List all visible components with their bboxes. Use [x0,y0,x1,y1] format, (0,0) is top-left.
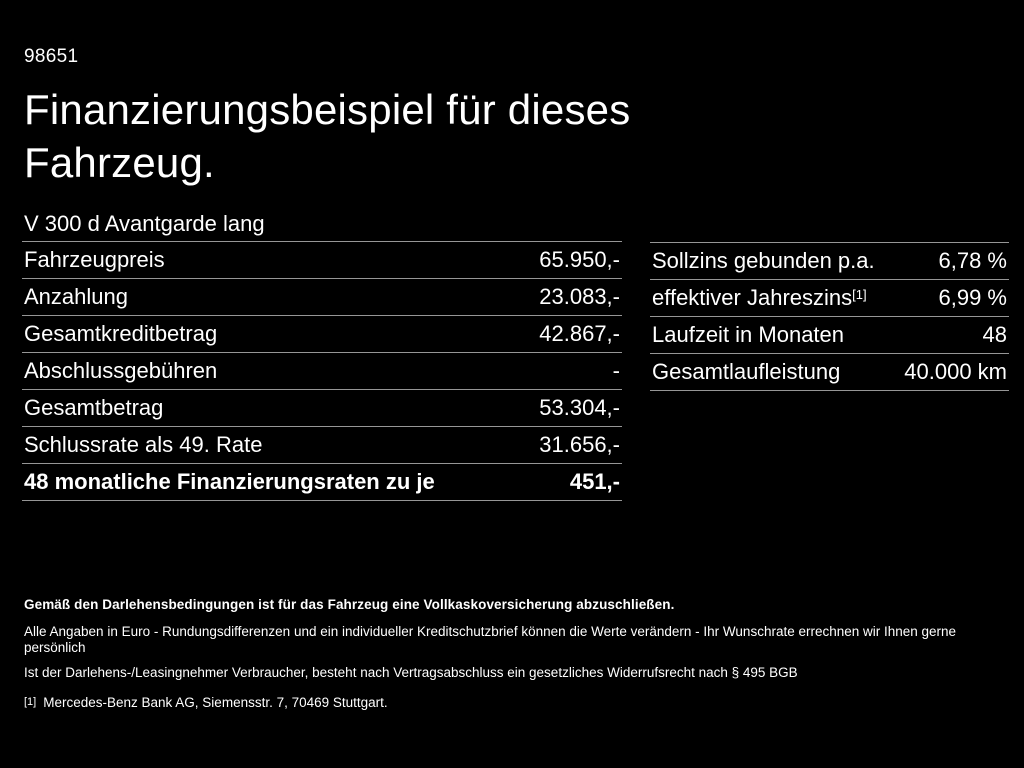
row-label: Gesamtkreditbetrag [24,321,218,346]
row-label: Laufzeit in Monaten [652,322,845,347]
row-value: 23.083,- [539,284,620,309]
table-row [22,353,622,390]
footnote-ref: [1] [852,287,867,302]
row-value: 451,- [569,469,620,494]
table-row [22,464,622,501]
vehicle-model-header: V 300 d Avantgarde lang [22,206,622,242]
table-row [650,280,1009,317]
document-number: 98651 [24,46,79,67]
row-value: 6,99 % [938,285,1007,310]
row-label: effektiver Jahreszins[1] [652,285,867,310]
loan-conditions-table [650,242,1009,391]
row-value: 53.304,- [539,395,620,420]
row-label: 48 monatliche Finanzierungsraten zu je [24,469,435,494]
table-row [22,316,622,353]
table-row [22,279,622,316]
withdrawal-note: Ist der Darlehens-/Leasingnehmer Verbraucher, besteht nach Vertragsabschluss ein gesetzliches Widerrufsrecht nach § 495 BGB [24,665,798,680]
row-label: Fahrzeugpreis [24,247,165,272]
conditions-rows [650,243,1009,391]
insurance-note: Gemäß den Darlehensbedingungen ist für das Fahrzeug eine Vollkaskoversicherung abzuschließen. [24,597,675,612]
table-row [650,317,1009,354]
row-value: 48 [982,322,1007,347]
page-title: Finanzierungsbeispiel für dieses Fahrzeug. [24,86,631,186]
table-row [650,243,1009,280]
table-row [22,390,622,427]
footnote-marker: [1] [24,696,37,708]
row-value: 6,78 % [938,248,1007,273]
footnotes [24,597,1002,711]
row-label: Gesamtlaufleistung [652,359,841,384]
bank-footnote-text: Mercedes-Benz Bank AG, Siemensstr. 7, 70469 Stuttgart. [43,695,388,710]
rounding-note: Alle Angaben in Euro - Rundungsdifferenzen und ein individueller Kreditschutzbrief können die Werte verändern - Ihr Wunschrate errechnen wir Ihnen gerne persönlich [24,624,957,655]
table-row [22,427,622,464]
row-value: 40.000 km [904,359,1007,384]
table-row [22,242,622,279]
finance-example-table [22,206,622,501]
row-label: Sollzins gebunden p.a. [652,248,875,273]
finance-rows [22,242,622,501]
row-label: Schlussrate als 49. Rate [24,432,263,457]
row-label: Gesamtbetrag [24,395,164,420]
row-value: 31.656,- [539,432,620,457]
table-row [650,354,1009,391]
row-label: Abschlussgebühren [24,358,218,383]
row-value: - [612,358,620,383]
bank-footnote [24,694,1002,711]
row-label: Anzahlung [24,284,128,309]
row-value: 65.950,- [539,247,620,272]
row-value: 42.867,- [539,321,620,346]
